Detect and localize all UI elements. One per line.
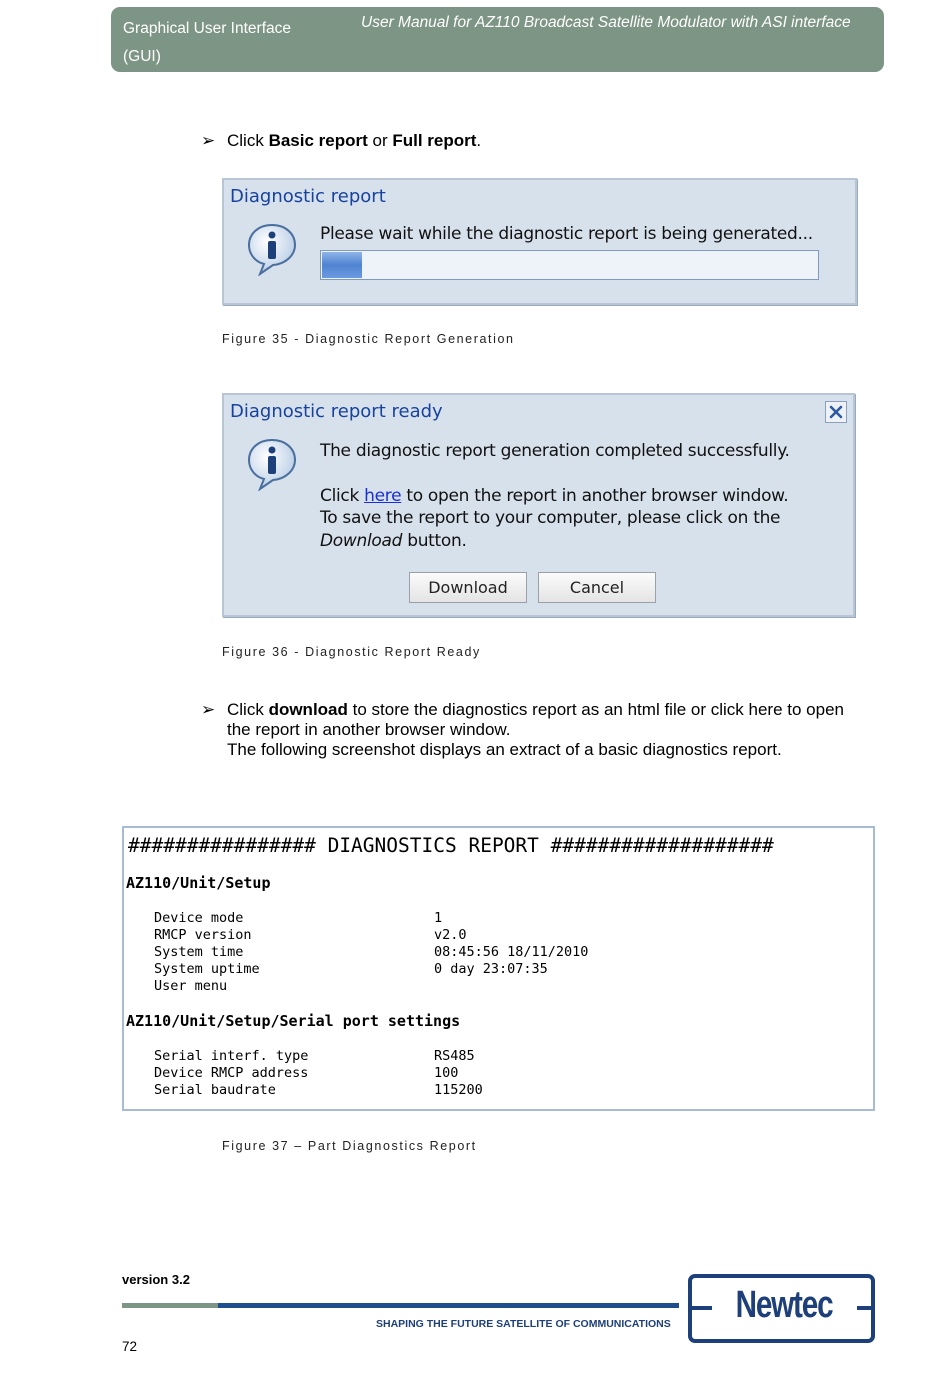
report-key: Serial baudrate [154, 1082, 276, 1098]
report-key: RMCP version [154, 927, 252, 943]
progress-message: Please wait while the diagnostic report is being generated... [320, 224, 813, 244]
report-section-setup: AZ110/Unit/Setup [126, 874, 271, 892]
instruction-middle: or [367, 131, 393, 150]
version-label: version 3.2 [122, 1272, 190, 1287]
instruction-line-2: the report in another browser window. [227, 720, 511, 739]
figure-35-caption: Figure 35 - Diagnostic Report Generation [222, 332, 515, 346]
diagnostic-report-progress-dialog [222, 178, 857, 305]
basic-report-label: Basic report [268, 131, 368, 150]
report-value: RS485 [434, 1048, 475, 1064]
report-value: 0 day 23:07:35 [434, 961, 548, 977]
instruction-line-1 [227, 700, 877, 720]
diagnostics-report-extract [122, 826, 875, 1111]
report-value: 115200 [434, 1082, 483, 1098]
report-key: Device RMCP address [154, 1065, 309, 1081]
save-report-message-end [320, 531, 467, 551]
arrow-bullet-icon: ➢ [201, 131, 216, 150]
instruction-prefix: Click [227, 700, 269, 719]
download-reference: Download [320, 531, 403, 551]
logo-rule-right [857, 1306, 871, 1310]
dialog-title: Diagnostic report [230, 186, 386, 207]
header-section-title-line2: (GUI) [123, 48, 161, 65]
instruction-text [227, 131, 877, 151]
report-title: ################ DIAGNOSTICS REPORT ################### [128, 834, 774, 857]
instruction-line-1-rest: to store the diagnostics report as an html file or click here to open [347, 700, 844, 719]
here-link[interactable]: here [364, 486, 402, 506]
logo-wordmark: Newtec [735, 1284, 833, 1326]
instruction-paragraph [227, 700, 877, 760]
footer-rule-blue [218, 1303, 679, 1308]
page-number: 72 [122, 1339, 138, 1354]
report-key: Serial interf. type [154, 1048, 309, 1064]
report-value: 08:45:56 18/11/2010 [434, 944, 589, 960]
footer-rule-grey [122, 1303, 218, 1308]
completion-message: The diagnostic report generation completed successfully. [320, 441, 790, 461]
report-key: System uptime [154, 961, 260, 977]
report-key: Device mode [154, 910, 244, 926]
progress-bar [320, 250, 819, 280]
newtec-logo [688, 1274, 875, 1343]
logo-rule-left [692, 1306, 712, 1310]
download-button[interactable]: Download [409, 572, 527, 603]
report-key: User menu [154, 978, 228, 994]
report-section-serial: AZ110/Unit/Setup/Serial port settings [126, 1012, 461, 1030]
open-report-prefix: Click [320, 486, 365, 506]
report-value: v2.0 [434, 927, 467, 943]
cancel-button[interactable]: Cancel [538, 572, 656, 603]
instruction-prefix: Click [227, 131, 269, 150]
info-icon [246, 222, 298, 276]
report-value: 100 [434, 1065, 459, 1081]
open-report-message [320, 486, 788, 506]
header-band [111, 7, 884, 72]
info-icon [246, 437, 298, 491]
footer-tagline: SHAPING THE FUTURE SATELLITE OF COMMUNICATIONS [376, 1318, 671, 1330]
figure-37-caption: Figure 37 – Part Diagnostics Report [222, 1139, 477, 1153]
report-key: System time [154, 944, 244, 960]
diagnostic-report-ready-dialog [222, 393, 855, 617]
close-button[interactable] [825, 401, 847, 423]
full-report-label: Full report [392, 131, 477, 150]
arrow-bullet-icon: ➢ [201, 700, 216, 719]
report-value: 1 [434, 910, 443, 926]
instruction-line-3: The following screenshot displays an extract of a basic diagnostics report. [227, 740, 782, 759]
save-report-suffix: button. [402, 531, 467, 551]
instruction-suffix: . [476, 131, 482, 150]
save-report-message: To save the report to your computer, please click on the [320, 508, 781, 528]
download-keyword: download [268, 700, 348, 719]
progress-bar-fill [322, 252, 362, 278]
open-report-suffix: to open the report in another browser window. [401, 486, 789, 506]
header-manual-title: User Manual for AZ110 Broadcast Satellite Modulator with ASI interface [361, 14, 851, 31]
figure-36-caption: Figure 36 - Diagnostic Report Ready [222, 645, 481, 659]
header-section-title [123, 15, 353, 71]
header-section-title-line1: Graphical User Interface [123, 20, 291, 37]
dialog-title: Diagnostic report ready [230, 401, 443, 422]
close-icon [826, 402, 846, 422]
